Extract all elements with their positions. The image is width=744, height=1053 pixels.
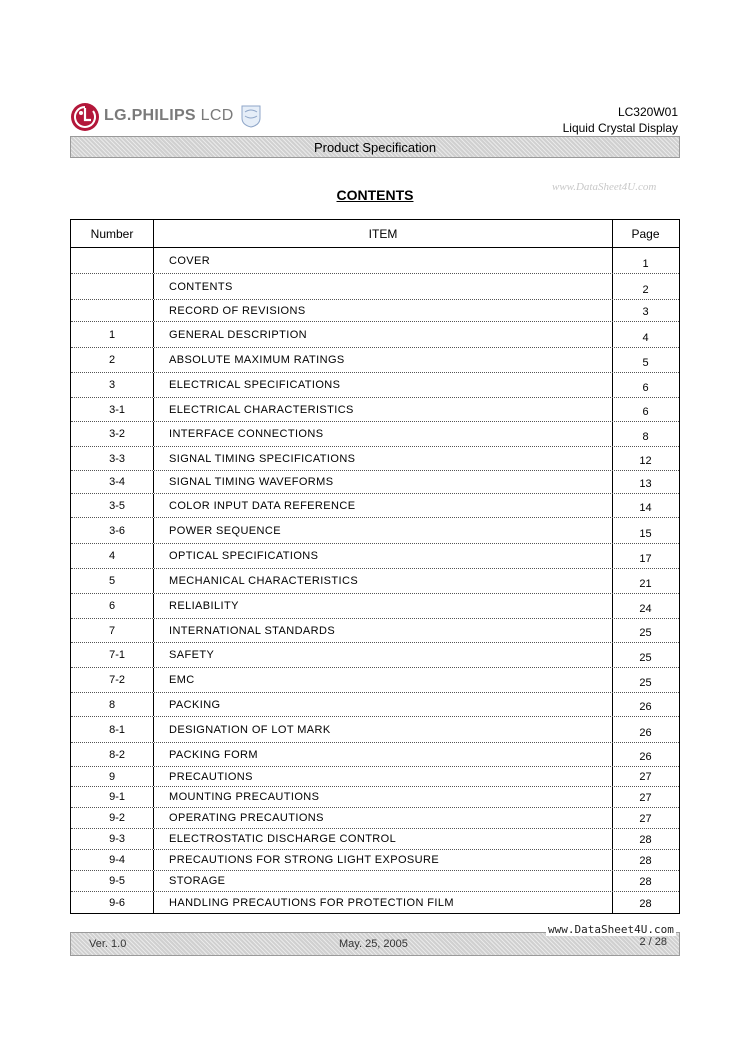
row-number: 7-1 [71,643,154,667]
table-row [71,471,679,494]
table-row [71,743,679,767]
row-page: 21 [639,578,652,590]
row-number: 8 [71,693,154,716]
row-item: INTERFACE CONNECTIONS [154,422,613,446]
row-item: ELECTROSTATIC DISCHARGE CONTROL [154,829,613,849]
row-item: HANDLING PRECAUTIONS FOR PROTECTION FILM [154,892,613,913]
row-item: COVER [154,248,613,273]
table-row [71,322,679,348]
header-item: ITEM [154,220,613,247]
row-number: 9-4 [71,850,154,870]
table-row [71,643,679,668]
row-number: 3-6 [71,518,154,543]
row-page: 27 [639,792,652,804]
row-page: 13 [639,478,652,490]
table-row [71,494,679,518]
table-row [71,274,679,300]
footer-version: Ver. 1.0 [89,938,127,950]
row-page: 26 [639,751,652,763]
watermark-top: www.DataSheet4U.com [552,181,657,193]
row-item: PACKING FORM [154,743,613,766]
row-item: SIGNAL TIMING WAVEFORMS [154,471,613,493]
row-page: 25 [639,652,652,664]
table-row [71,829,679,850]
row-number: 7 [71,619,154,642]
table-row [71,787,679,808]
row-page: 26 [639,727,652,739]
row-number: 1 [71,322,154,347]
table-row [71,300,679,322]
row-item: PRECAUTIONS [154,767,613,786]
row-number: 3-3 [71,447,154,470]
contents-table [70,219,680,914]
row-item: STORAGE [154,871,613,891]
philips-shield-icon [240,104,262,128]
row-item: OPERATING PRECAUTIONS [154,808,613,828]
row-number: 8-2 [71,743,154,766]
lg-philips-logo [70,100,270,136]
product-type: Liquid Crystal Display [562,121,678,135]
row-item: PACKING [154,693,613,716]
row-item: INTERNATIONAL STANDARDS [154,619,613,642]
row-number: 3-1 [71,398,154,421]
row-item: GENERAL DESCRIPTION [154,322,613,347]
table-row [71,518,679,544]
row-page: 6 [642,406,649,418]
row-number: 9-1 [71,787,154,807]
row-item: SIGNAL TIMING SPECIFICATIONS [154,447,613,470]
row-item: MECHANICAL CHARACTERISTICS [154,569,613,593]
row-page: 15 [639,528,652,540]
footer-page-number: 2 / 28 [639,936,667,948]
row-page: 14 [639,502,652,514]
row-number: 7-2 [71,668,154,692]
table-row [71,248,679,274]
row-number: 5 [71,569,154,593]
row-number: 3 [71,373,154,397]
model-number: LC320W01 [617,105,678,119]
footer-date: May. 25, 2005 [339,938,408,950]
table-row [71,348,679,373]
logo-lg-philips-text: LG.PHILIPS [104,107,196,124]
band-title: Product Specification [313,140,437,155]
row-item: CONTENTS [154,274,613,299]
logo-lcd-text: LCD [200,107,234,124]
table-row [71,569,679,594]
row-number: 3-5 [71,494,154,517]
table-row [71,373,679,398]
row-number: 6 [71,594,154,618]
row-item: RELIABILITY [154,594,613,618]
logo-wordmark [104,107,234,125]
document-header-info [563,104,678,136]
row-page: 6 [642,382,649,394]
row-page: 28 [639,834,652,846]
row-item: SAFETY [154,643,613,667]
table-row [71,850,679,871]
row-item: ELECTRICAL SPECIFICATIONS [154,373,613,397]
row-page: 27 [639,813,652,825]
row-page: 8 [642,431,649,443]
row-number [71,248,154,273]
row-page: 27 [639,771,652,783]
header-page: Page [631,226,660,241]
row-page: 26 [639,701,652,713]
row-number: 8-1 [71,717,154,742]
header-band [70,136,680,158]
row-page: 1 [642,258,649,270]
row-page: 17 [639,553,652,565]
row-page: 5 [642,357,649,369]
row-item: PRECAUTIONS FOR STRONG LIGHT EXPOSURE [154,850,613,870]
row-item: EMC [154,668,613,692]
row-number: 3-4 [71,471,154,493]
row-page: 28 [639,898,652,910]
header-number: Number [71,220,154,247]
page-title: CONTENTS [336,187,414,203]
table-row [71,594,679,619]
row-number: 2 [71,348,154,372]
row-number [71,274,154,299]
row-number: 3-2 [71,422,154,446]
row-item: ELECTRICAL CHARACTERISTICS [154,398,613,421]
table-row [71,693,679,717]
row-page: 4 [642,332,649,344]
row-page: 28 [639,855,652,867]
table-row [71,668,679,693]
table-row [71,398,679,422]
table-row [71,892,679,913]
row-number: 9-6 [71,892,154,913]
row-item: COLOR INPUT DATA REFERENCE [154,494,613,517]
row-item: OPTICAL SPECIFICATIONS [154,544,613,568]
row-item: RECORD OF REVISIONS [154,300,613,321]
row-page: 2 [642,284,649,296]
row-page: 28 [639,876,652,888]
row-page: 3 [642,306,649,318]
row-number: 9-3 [71,829,154,849]
watermark-bottom: www.DataSheet4U.com [548,923,674,936]
table-header-row [71,220,679,248]
row-page: 25 [639,677,652,689]
row-item: ABSOLUTE MAXIMUM RATINGS [154,348,613,372]
row-number: 9-2 [71,808,154,828]
table-row [71,871,679,892]
table-body [71,248,679,913]
table-row [71,717,679,743]
row-number [71,300,154,321]
table-row [71,619,679,643]
table-row [71,767,679,787]
table-row [71,422,679,447]
table-row [71,544,679,569]
table-row [71,808,679,829]
row-page: 25 [639,627,652,639]
row-number: 9-5 [71,871,154,891]
table-row [71,447,679,471]
lg-face-icon [70,102,100,132]
row-page: 12 [639,455,652,467]
row-number: 9 [71,767,154,786]
row-item: MOUNTING PRECAUTIONS [154,787,613,807]
row-item: POWER SEQUENCE [154,518,613,543]
row-item: DESIGNATION OF LOT MARK [154,717,613,742]
row-page: 24 [639,603,652,615]
row-number: 4 [71,544,154,568]
